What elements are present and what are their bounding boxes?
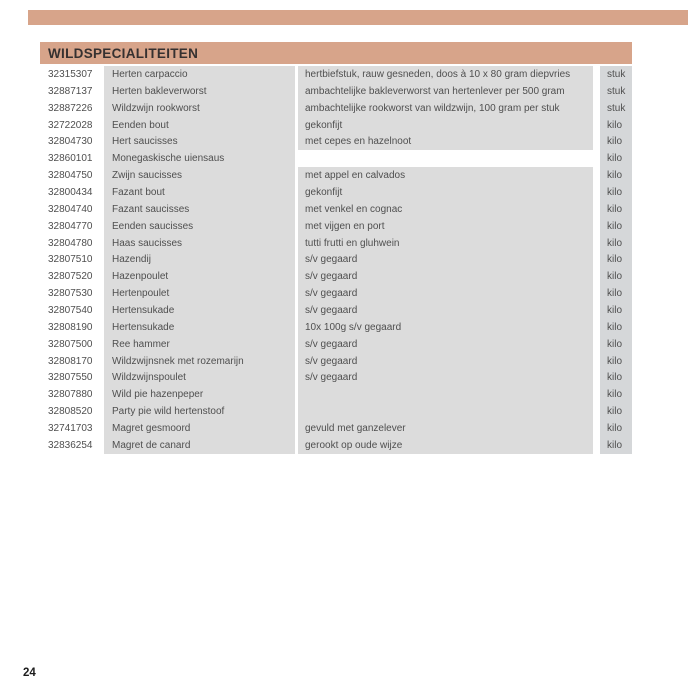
table-row xyxy=(40,150,632,167)
product-description: gekonfijt xyxy=(298,184,593,201)
product-description: s/v gegaard xyxy=(298,369,593,386)
product-name: Hertensukade xyxy=(104,302,295,319)
table-row xyxy=(40,201,632,218)
product-description: gerookt op oude wijze xyxy=(298,437,593,454)
column-gap xyxy=(593,201,600,218)
table-row xyxy=(40,420,632,437)
product-code: 32722028 xyxy=(48,119,93,131)
product-unit: kilo xyxy=(600,133,632,150)
product-code: 32807540 xyxy=(48,304,93,316)
table-row xyxy=(40,302,632,319)
column-gap xyxy=(593,336,600,353)
product-name: Magret de canard xyxy=(104,437,295,454)
product-description xyxy=(298,403,593,420)
column-gap xyxy=(593,251,600,268)
product-unit: kilo xyxy=(600,235,632,252)
product-code: 32804750 xyxy=(48,170,93,182)
product-unit: kilo xyxy=(600,251,632,268)
table-row xyxy=(40,353,632,370)
product-description xyxy=(298,150,593,167)
product-code: 32804730 xyxy=(48,136,93,148)
table-row xyxy=(40,369,632,386)
product-name: Eenden saucisses xyxy=(104,218,295,235)
product-description: hertbiefstuk, rauw gesneden, doos à 10 x 80 gram diepvries xyxy=(298,66,593,83)
product-description: 10x 100g s/v gegaard xyxy=(298,319,593,336)
column-gap xyxy=(593,369,600,386)
column-gap xyxy=(593,117,600,134)
product-description: ambachtelijke rookworst van wildzwijn, 100 gram per stuk xyxy=(298,100,593,117)
product-code: 32836254 xyxy=(48,439,93,451)
product-code: 32804780 xyxy=(48,237,93,249)
product-description: s/v gegaard xyxy=(298,336,593,353)
table-row xyxy=(40,117,632,134)
product-description: gevuld met ganzelever xyxy=(298,420,593,437)
column-gap xyxy=(593,437,600,454)
column-gap xyxy=(593,353,600,370)
product-code: 32804770 xyxy=(48,220,93,232)
column-gap xyxy=(593,167,600,184)
product-unit: kilo xyxy=(600,117,632,134)
product-description: s/v gegaard xyxy=(298,353,593,370)
product-unit: kilo xyxy=(600,353,632,370)
top-accent-bar xyxy=(28,10,688,25)
column-gap xyxy=(593,184,600,201)
table-row xyxy=(40,133,632,150)
product-name: Hazenpoulet xyxy=(104,268,295,285)
product-name: Haas saucisses xyxy=(104,235,295,252)
product-unit: stuk xyxy=(600,100,632,117)
column-gap xyxy=(593,386,600,403)
product-name: Fazant bout xyxy=(104,184,295,201)
product-unit: kilo xyxy=(600,369,632,386)
product-code: 32808190 xyxy=(48,321,93,333)
column-gap xyxy=(593,235,600,252)
product-description: met vijgen en port xyxy=(298,218,593,235)
column-gap xyxy=(593,420,600,437)
product-name: Eenden bout xyxy=(104,117,295,134)
product-unit: kilo xyxy=(600,201,632,218)
column-gap xyxy=(593,83,600,100)
product-description: ambachtelijke bakleverworst van hertenlever per 500 gram xyxy=(298,83,593,100)
product-unit: kilo xyxy=(600,167,632,184)
product-unit: stuk xyxy=(600,83,632,100)
column-gap xyxy=(593,66,600,83)
product-name: Zwijn saucisses xyxy=(104,167,295,184)
product-description: s/v gegaard xyxy=(298,302,593,319)
product-unit: kilo xyxy=(600,403,632,420)
table-row xyxy=(40,184,632,201)
product-code: 32807550 xyxy=(48,372,93,384)
table-row xyxy=(40,251,632,268)
product-name: Monegaskische uiensaus xyxy=(104,150,295,167)
product-unit: kilo xyxy=(600,319,632,336)
table-row xyxy=(40,167,632,184)
product-description: s/v gegaard xyxy=(298,268,593,285)
page-number: 24 xyxy=(23,667,36,679)
product-table xyxy=(40,66,632,454)
product-name: Wildzwijn rookworst xyxy=(104,100,295,117)
table-row xyxy=(40,336,632,353)
product-name: Herten carpaccio xyxy=(104,66,295,83)
column-gap xyxy=(593,285,600,302)
product-code: 32887137 xyxy=(48,85,93,97)
product-code: 32807510 xyxy=(48,254,93,266)
table-row xyxy=(40,268,632,285)
product-name: Magret gesmoord xyxy=(104,420,295,437)
product-code: 32804740 xyxy=(48,203,93,215)
product-name: Herten bakleverworst xyxy=(104,83,295,100)
product-code: 32315307 xyxy=(48,68,93,80)
product-unit: kilo xyxy=(600,437,632,454)
column-gap xyxy=(593,100,600,117)
table-row xyxy=(40,100,632,117)
product-unit: kilo xyxy=(600,420,632,437)
product-code: 32807880 xyxy=(48,389,93,401)
column-gap xyxy=(593,302,600,319)
product-code: 32807530 xyxy=(48,288,93,300)
section-header xyxy=(40,42,632,64)
product-code: 32807500 xyxy=(48,338,93,350)
product-description: met cepes en hazelnoot xyxy=(298,133,593,150)
product-code: 32741703 xyxy=(48,422,93,434)
column-gap xyxy=(593,319,600,336)
table-row xyxy=(40,403,632,420)
product-unit: kilo xyxy=(600,285,632,302)
product-description: gekonfijt xyxy=(298,117,593,134)
table-row xyxy=(40,285,632,302)
table-row xyxy=(40,218,632,235)
product-name: Hertensukade xyxy=(104,319,295,336)
product-code: 32800434 xyxy=(48,186,93,198)
column-gap xyxy=(593,403,600,420)
product-name: Wildzwijnsnek met rozemarijn xyxy=(104,353,295,370)
column-gap xyxy=(593,150,600,167)
product-name: Hert saucisses xyxy=(104,133,295,150)
table-row xyxy=(40,235,632,252)
product-name: Ree hammer xyxy=(104,336,295,353)
table-row xyxy=(40,319,632,336)
product-unit: kilo xyxy=(600,218,632,235)
product-unit: stuk xyxy=(600,66,632,83)
section-title: WILDSPECIALITEITEN xyxy=(48,45,199,61)
product-code: 32807520 xyxy=(48,271,93,283)
table-row xyxy=(40,83,632,100)
product-name: Wildzwijnspoulet xyxy=(104,369,295,386)
column-gap xyxy=(593,218,600,235)
product-code: 32860101 xyxy=(48,153,93,165)
product-unit: kilo xyxy=(600,302,632,319)
product-name: Party pie wild hertenstoof xyxy=(104,403,295,420)
table-row xyxy=(40,66,632,83)
product-unit: kilo xyxy=(600,386,632,403)
product-description xyxy=(298,386,593,403)
catalog-section xyxy=(40,42,632,454)
product-description: s/v gegaard xyxy=(298,251,593,268)
product-description: s/v gegaard xyxy=(298,285,593,302)
table-row xyxy=(40,437,632,454)
product-name: Fazant saucisses xyxy=(104,201,295,218)
product-unit: kilo xyxy=(600,184,632,201)
product-description: met venkel en cognac xyxy=(298,201,593,218)
product-unit: kilo xyxy=(600,150,632,167)
product-name: Hazendij xyxy=(104,251,295,268)
product-code: 32808170 xyxy=(48,355,93,367)
column-gap xyxy=(593,268,600,285)
product-code: 32808520 xyxy=(48,406,93,418)
product-name: Wild pie hazenpeper xyxy=(104,386,295,403)
product-code: 32887226 xyxy=(48,102,93,114)
product-unit: kilo xyxy=(600,336,632,353)
product-description: tutti frutti en gluhwein xyxy=(298,235,593,252)
product-name: Hertenpoulet xyxy=(104,285,295,302)
table-row xyxy=(40,386,632,403)
product-description: met appel en calvados xyxy=(298,167,593,184)
column-gap xyxy=(593,133,600,150)
product-unit: kilo xyxy=(600,268,632,285)
